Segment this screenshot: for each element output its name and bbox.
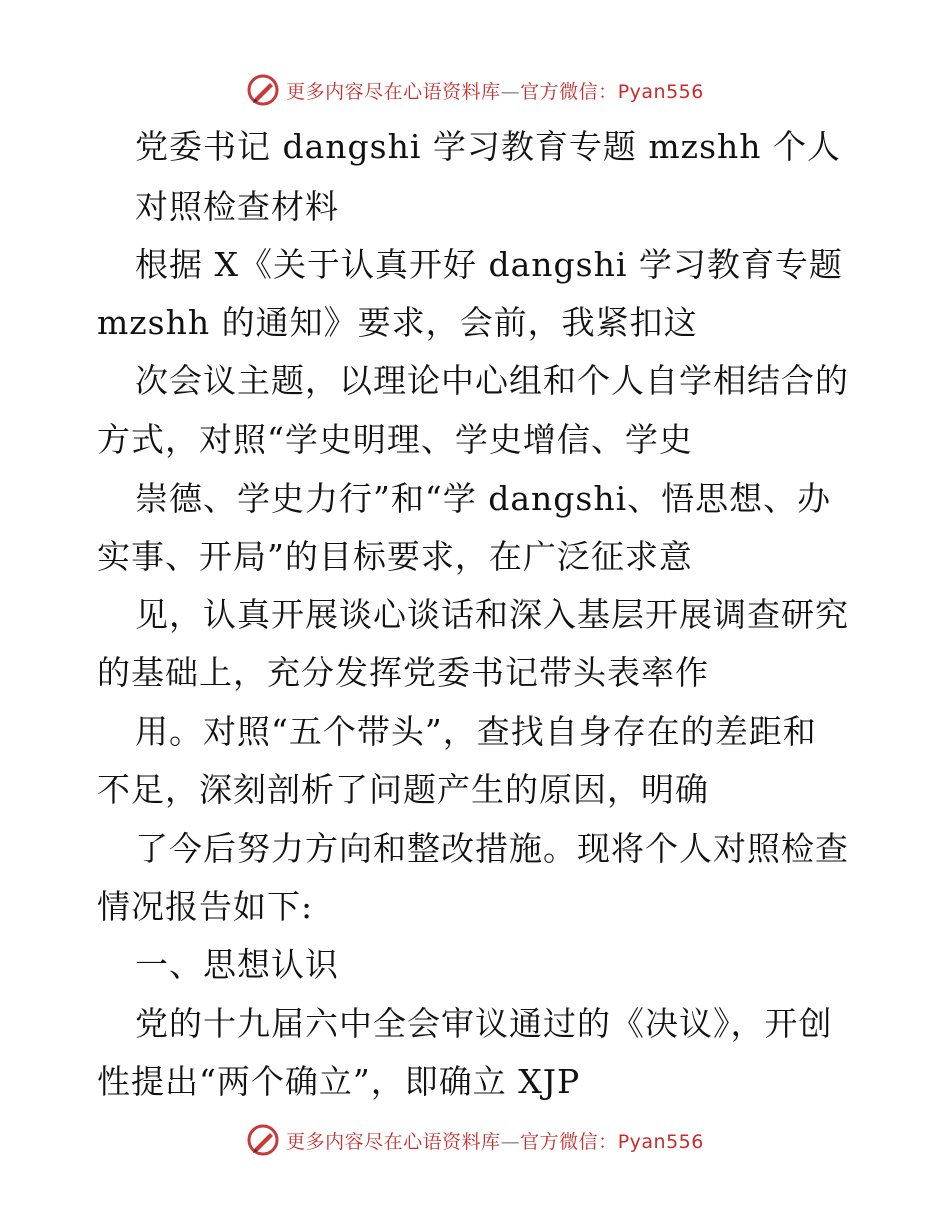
header-watermark xyxy=(0,70,950,110)
pen-logo-icon xyxy=(246,1123,280,1157)
doc-title-line-2: 对照检查材料 xyxy=(135,187,339,226)
body-line: 用。对照“五个带头”，查找自身存在的差距和 xyxy=(135,712,817,751)
body-line: 性提出“两个确立”，即确立 XJP xyxy=(97,1062,581,1101)
watermark-wechat: 官方微信： xyxy=(520,1130,618,1153)
watermark-id: Pyan556 xyxy=(617,80,704,103)
body-line: 的基础上，充分发挥党委书记带头表率作 xyxy=(97,653,709,692)
body-line: 实事、开局”的目标要求，在广泛征求意 xyxy=(97,537,693,576)
watermark-id: Pyan556 xyxy=(617,1130,704,1153)
body-line: 党的十九届六中全会审议通过的《决议》，开创 xyxy=(135,1004,833,1043)
section-heading: 一、思想认识 xyxy=(135,945,339,984)
footer-watermark xyxy=(0,1120,950,1160)
body-line: 不足，深刻剖析了问题产生的原因，明确 xyxy=(97,770,709,809)
watermark-main: 更多内容尽在心语资料库 xyxy=(286,1130,501,1153)
body-line: 崇德、学史力行”和“学 dangshi、悟思想、办 xyxy=(135,479,832,518)
body-line: 了今后努力方向和整改措施。现将个人对照检查 xyxy=(135,829,849,868)
watermark-wechat: 官方微信： xyxy=(520,80,618,103)
watermark-sep: — xyxy=(500,80,521,103)
doc-title-line-1: 党委书记 dangshi 学习教育专题 mzshh 个人 xyxy=(135,127,841,166)
body-line: mzshh 的通知》要求，会前，我紧扣这 xyxy=(97,303,698,342)
body-line: 见，认真开展谈心谈话和深入基层开展调查研究 xyxy=(135,595,849,634)
watermark-main: 更多内容尽在心语资料库 xyxy=(286,80,501,103)
body-line: 方式，对照“学史明理、学史增信、学史 xyxy=(97,420,693,459)
body-line: 根据 X《关于认真开好 dangshi 学习教育专题 xyxy=(135,245,843,284)
body-line: 次会议主题，以理论中心组和个人自学相结合的 xyxy=(135,361,849,400)
pen-logo-icon xyxy=(246,73,280,107)
watermark-sep: — xyxy=(500,1130,521,1153)
body-line: 情况报告如下: xyxy=(97,887,314,926)
